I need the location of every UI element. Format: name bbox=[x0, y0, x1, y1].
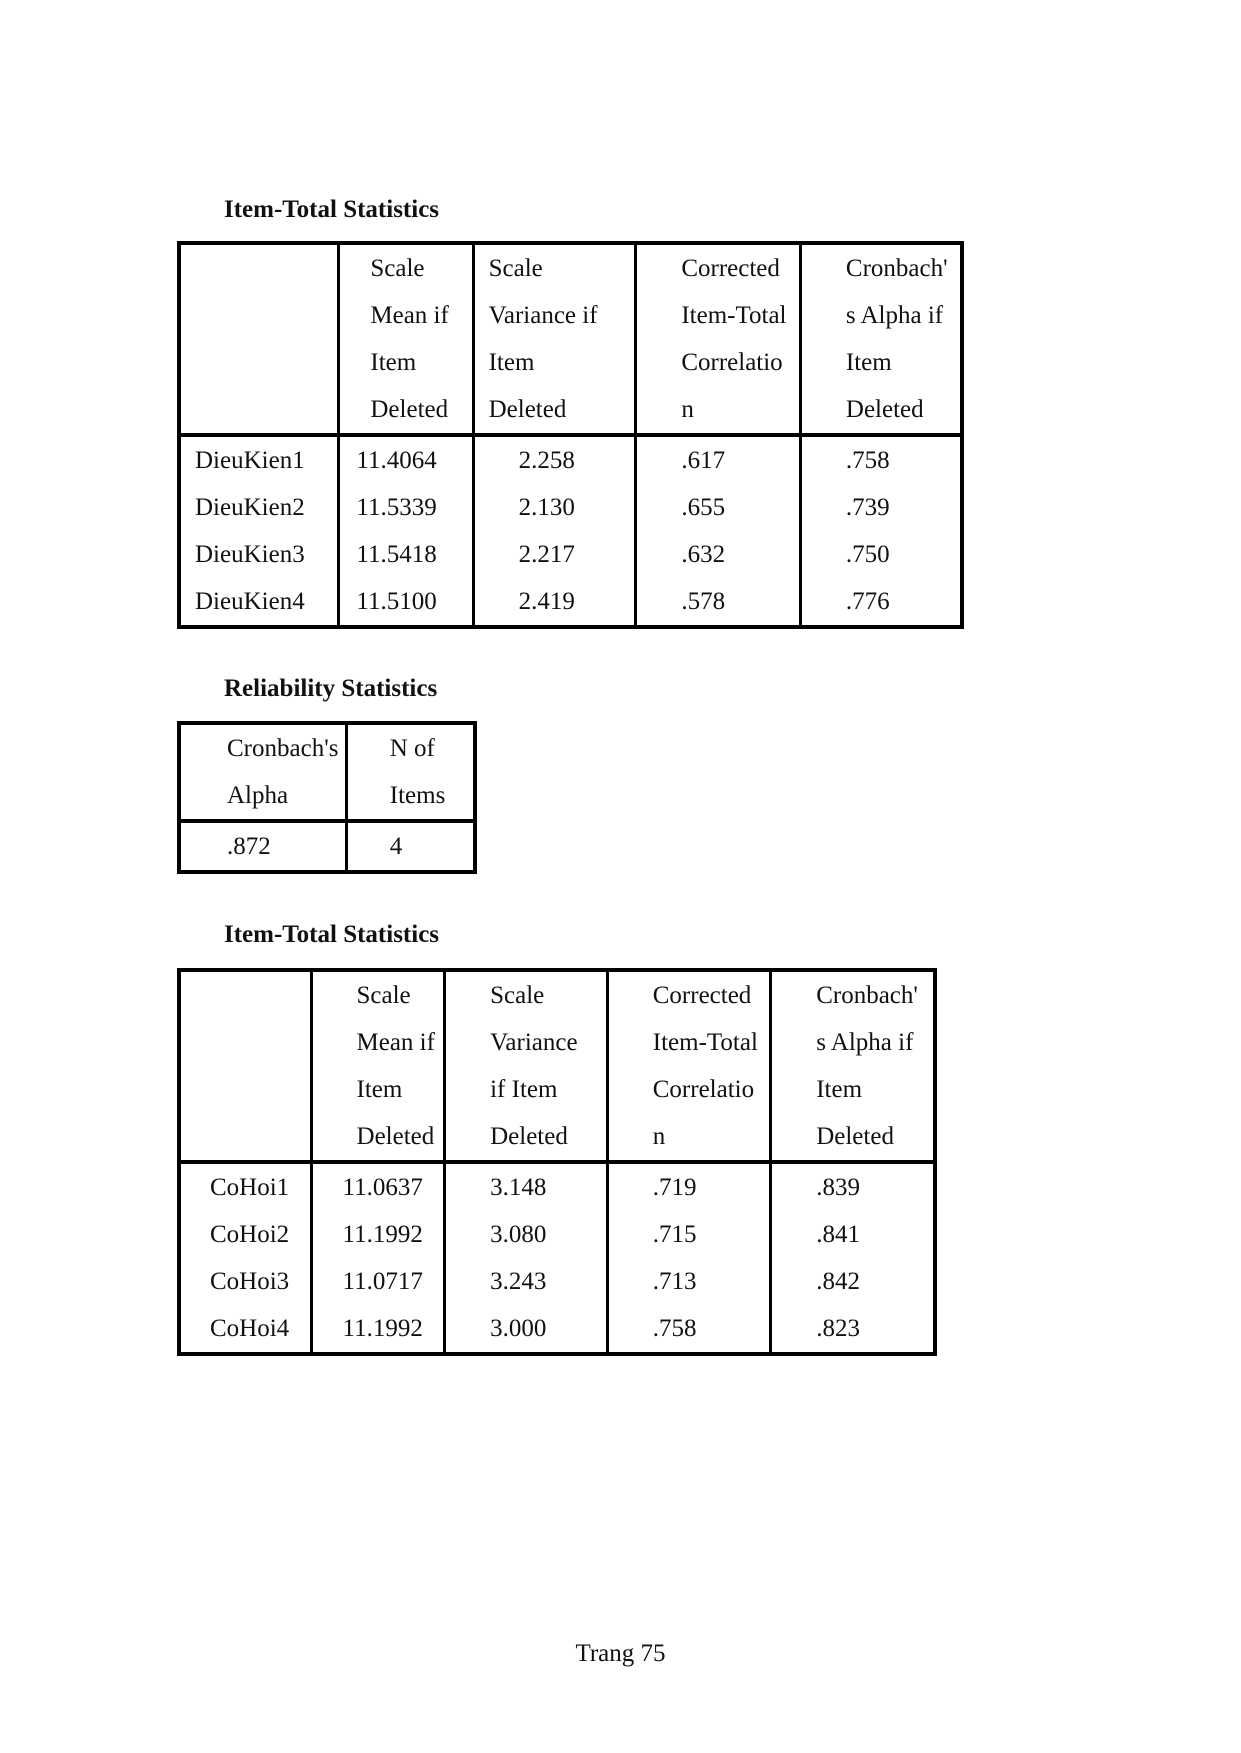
row-label: CoHoi4 bbox=[210, 1315, 290, 1342]
table-row bbox=[179, 484, 962, 531]
header-cronbach-alpha: Cronbach's Alpha bbox=[179, 723, 346, 821]
cell-correlation: .719 bbox=[607, 1162, 770, 1211]
row-label: DieuKien2 bbox=[195, 494, 305, 521]
cell-scale-mean: 11.4064 bbox=[339, 435, 473, 484]
cell-scale-mean: 11.0637 bbox=[311, 1162, 445, 1211]
table-row bbox=[179, 1305, 935, 1354]
table-header-row bbox=[179, 243, 962, 435]
cell-n-items-value: 4 bbox=[346, 821, 475, 872]
row-label: DieuKien1 bbox=[195, 447, 305, 474]
cell-correlation: .655 bbox=[636, 484, 801, 531]
table-row bbox=[179, 578, 962, 627]
reliability-title: Reliability Statistics bbox=[224, 675, 438, 702]
cell-alpha: .776 bbox=[800, 578, 962, 627]
row-label: CoHoi1 bbox=[210, 1174, 290, 1201]
cell-correlation: .632 bbox=[636, 531, 801, 578]
table1-title: Item-Total Statistics bbox=[224, 196, 440, 223]
table-header-row bbox=[179, 723, 475, 821]
header-n-of-items: N of Items bbox=[346, 723, 475, 821]
row-label: CoHoi2 bbox=[210, 1221, 290, 1248]
table-header-row bbox=[179, 970, 935, 1162]
header-cronbach-alpha: Cronbach' s Alpha if Item Deleted bbox=[771, 970, 935, 1162]
reliability-table bbox=[177, 721, 477, 874]
header-corrected-correlation: Corrected Item-Total Correlatio n bbox=[607, 970, 770, 1162]
header-scale-variance: Scale Variance if Item Deleted bbox=[473, 243, 636, 435]
row-label: DieuKien4 bbox=[195, 588, 305, 615]
cell-scale-mean: 11.5418 bbox=[339, 531, 473, 578]
header-scale-variance: Scale Variance if Item Deleted bbox=[445, 970, 608, 1162]
cell-scale-variance: 3.243 bbox=[445, 1258, 608, 1305]
table-row bbox=[179, 435, 962, 484]
cell-alpha: .823 bbox=[771, 1305, 935, 1354]
header-corrected-correlation: Corrected Item-Total Correlatio n bbox=[636, 243, 801, 435]
header-scale-mean: Scale Mean if Item Deleted bbox=[339, 243, 473, 435]
cell-scale-variance: 2.419 bbox=[473, 578, 636, 627]
cell-scale-variance: 2.217 bbox=[473, 531, 636, 578]
cell-alpha: .739 bbox=[800, 484, 962, 531]
cell-scale-mean: 11.1992 bbox=[311, 1211, 445, 1258]
cell-scale-mean: 11.5100 bbox=[339, 578, 473, 627]
cell-scale-variance: 3.080 bbox=[445, 1211, 608, 1258]
row-label: CoHoi3 bbox=[210, 1268, 290, 1295]
table-row bbox=[179, 1162, 935, 1211]
header-scale-mean: Scale Mean if Item Deleted bbox=[311, 970, 445, 1162]
table-row bbox=[179, 1258, 935, 1305]
item-total-table-2 bbox=[177, 968, 937, 1356]
row-label: DieuKien3 bbox=[195, 541, 305, 568]
cell-alpha: .758 bbox=[800, 435, 962, 484]
cell-scale-variance: 3.000 bbox=[445, 1305, 608, 1354]
cell-correlation: .713 bbox=[607, 1258, 770, 1305]
cell-alpha: .839 bbox=[771, 1162, 935, 1211]
table-row bbox=[179, 531, 962, 578]
item-total-table-1 bbox=[177, 241, 964, 629]
cell-correlation: .617 bbox=[636, 435, 801, 484]
cell-scale-variance: 3.148 bbox=[445, 1162, 608, 1211]
table-row bbox=[179, 1211, 935, 1258]
cell-alpha: .842 bbox=[771, 1258, 935, 1305]
cell-alpha: .841 bbox=[771, 1211, 935, 1258]
cell-scale-mean: 11.5339 bbox=[339, 484, 473, 531]
table2-title: Item-Total Statistics bbox=[224, 921, 440, 948]
cell-alpha-value: .872 bbox=[227, 833, 271, 860]
header-corner-cell bbox=[179, 243, 339, 435]
page-number: Trang 75 bbox=[575, 1640, 666, 1667]
header-corner-cell bbox=[179, 970, 311, 1162]
cell-scale-variance: 2.258 bbox=[473, 435, 636, 484]
cell-correlation: .578 bbox=[636, 578, 801, 627]
cell-correlation: .715 bbox=[607, 1211, 770, 1258]
table-row bbox=[179, 821, 475, 872]
cell-scale-mean: 11.0717 bbox=[311, 1258, 445, 1305]
cell-scale-mean: 11.1992 bbox=[311, 1305, 445, 1354]
cell-scale-variance: 2.130 bbox=[473, 484, 636, 531]
cell-alpha: .750 bbox=[800, 531, 962, 578]
header-cronbach-alpha: Cronbach' s Alpha if Item Deleted bbox=[800, 243, 962, 435]
cell-correlation: .758 bbox=[607, 1305, 770, 1354]
